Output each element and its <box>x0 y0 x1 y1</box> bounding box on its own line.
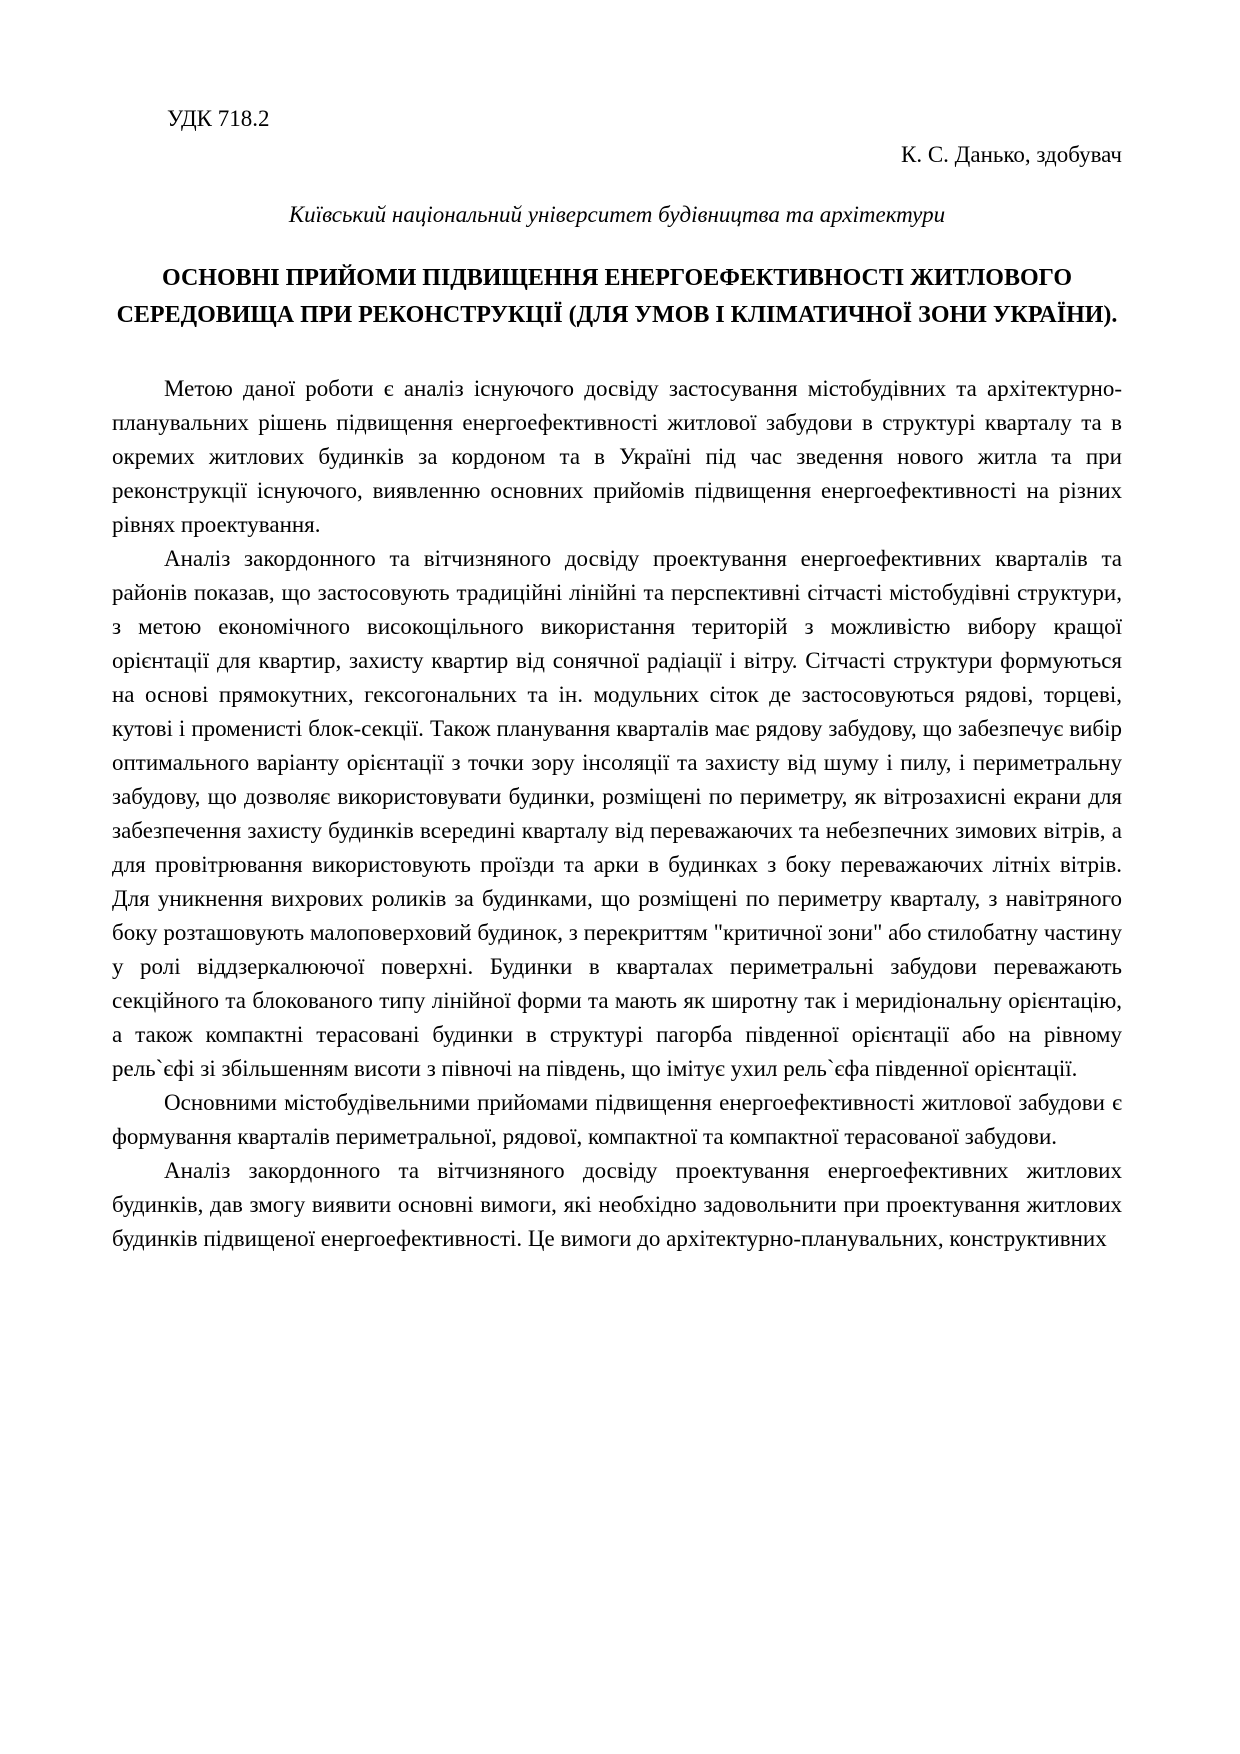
institution-line: Київський національний університет будівництва та архітектури <box>288 202 946 227</box>
paragraph-1: Метою даної роботи є аналіз існуючого досвіду застосування містобудівних та архітектурно-планувальних рішень підвищення енергоефективності житлової забудови в структурі кварталу та в окремих житлових будинків за кордоном та в Україні під час зведення нового житла та при реконструкції існуючого, виявленню основних прийомів підвищення енергоефективності на різних рівнях проектування. <box>112 376 1122 537</box>
paragraph-4: Аналіз закордонного та вітчизняного досвіду проектування енергоефективних житлових будинків, дав змогу виявити основні вимоги, які необхідно задовольнити при проектування житлових будинків підвищеної енергоефективності. Це вимоги до архітектурно-планувальних, конструктивних <box>112 1158 1122 1251</box>
paragraph-3: Основними містобудівельними прийомами підвищення енергоефективності житлової забудови є формування кварталів периметральної, рядової, компактної та компактної терасованої забудови. <box>112 1090 1122 1149</box>
paragraph-2: Аналіз закордонного та вітчизняного досвіду проектування енергоефективних кварталів та районів показав, що застосовують традиційні лінійні та перспективні сітчасті містобудівні структури, з метою економічного високощільного використання територій з можливістю вибору кращої орієнтації для квартир, захисту квартир від сонячної радіації і вітру. Сітчасті структури формуються на основі прямокутних, гексогональних та ін. модульних сіток де застосовуються рядові, торцеві, кутові і променисті блок-секції. Також планування кварталів має рядову забудову, що забезпечує вибір оптимального варіанту орієнтації з точки зору інсоляції та захисту від шуму і пилу, і периметральну забудову, що дозволяє використовувати будинки, розміщені по периметру, як вітрозахисні екрани для забезпечення захисту будинків всередині кварталу від переважаючих та небезпечних зимових вітрів, а для провітрювання використовують проїзди та арки в будинках з боку переважаючих літніх вітрів. Для уникнення вихрових роликів за будинками, що розміщені по периметру кварталу, з навітряного боку розташовують малоповерховий будинок, з перекриттям "критичної зони" або стилобатну частину у ролі віддзеркалюючої поверхні. Будинки в кварталах периметральні забудови переважають секційного та блокованого типу лінійної форми та мають як широтну так і меридіональну орієнтацію, а також компактні терасовані будинки в структурі пагорба південної орієнтації або на рівному рель`єфі зі збільшенням висоти з півночі на південь, що імітує ухил рель`єфа південної орієнтації. <box>112 546 1122 1081</box>
paper-title: ОСНОВНІ ПРИЙОМИ ПІДВИЩЕННЯ ЕНЕРГОЕФЕКТИВНОСТІ ЖИТЛОВОГО СЕРЕДОВИЩА ПРИ РЕКОНСТРУКЦІЇ (ДЛЯ УМОВ І КЛІМАТИЧНОЇ ЗОНИ УКРАЇНИ). <box>116 265 1118 328</box>
author-line: К. С. Данько, здобувач <box>901 142 1122 167</box>
paper-body <box>112 372 1122 1256</box>
udc-number: УДК 718.2 <box>167 106 270 131</box>
